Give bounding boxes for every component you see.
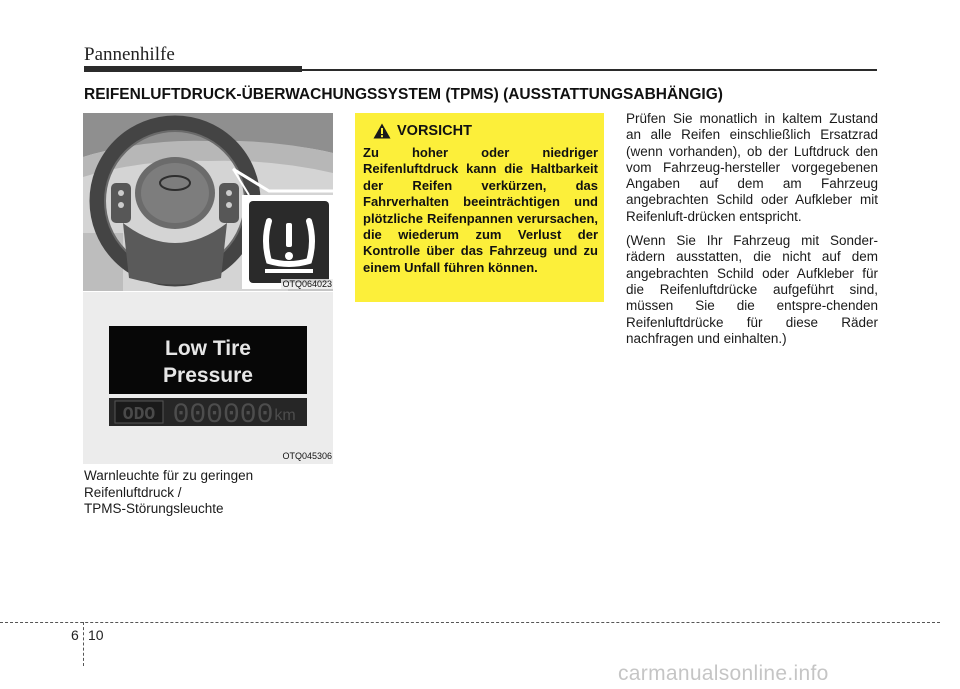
caption-line: Reifenluftdruck /: [84, 484, 182, 500]
caution-header: [373, 123, 598, 139]
section-title: REIFENLUFTDRUCK-ÜBERWACHUNGSSYSTEM (TPMS) (AUSSTATTUNGSABHÄNGIG): [84, 86, 723, 103]
footer-rule: [0, 622, 940, 623]
header-rule-thin: [302, 69, 877, 71]
odo-label: ODO: [122, 405, 156, 425]
body-paragraph: (Wenn Sie Ihr Fahrzeug mit Sonder-rädern ausstatten, die nicht auf dem angebrachten Schild oder Aufkleber für die Reifenluftdrücke aufgeführt sind, müssen Sie die entspre-chenden Reifenluftdrücke für diese Räder nachfragen und einhalten.): [626, 233, 878, 346]
figure-code-1: OTQ064023: [282, 279, 332, 289]
figure-caption: [84, 468, 334, 518]
page-number: 10: [88, 627, 104, 643]
display-line-1: Low Tire: [165, 337, 251, 360]
caption-line: Warnleuchte für zu geringen: [84, 468, 254, 483]
caution-text: Zu hoher oder niedriger Reifenluftdruck kann die Haltbarkeit der Reifen verkürzen, das Fahrverhalten beeinträchtigen und plötzliche Reifenpannen verursachen, die wiederum zum Verlust der Kontrolle über das Fahrzeug und zu einem Unfall führen können.: [363, 145, 598, 275]
cluster-display-figure: [83, 292, 333, 464]
steering-wheel-illustration: [83, 113, 333, 291]
caution-box: [355, 113, 604, 302]
watermark: carmanualsonline.info: [618, 662, 829, 685]
caption-line: TPMS-Störungsleuchte: [84, 501, 224, 516]
body-paragraph: Prüfen Sie monatlich in kaltem Zustand an alle Reifen einschließlich Ersatzrad (wenn vorhanden), ob der Luftdruck den vom Fahrzeug-hersteller vorgegebenen Angaben auf dem am Fahrzeug angebrachten Schild oder Aufkleber mit Reifenluft-drücken entspricht.: [626, 111, 878, 224]
odo-value: 000000: [172, 400, 274, 431]
caution-heading: VORSICHT: [397, 123, 472, 139]
chapter-title: Pannenhilfe: [84, 44, 175, 65]
cluster-display-illustration: [83, 292, 333, 464]
header-rule-thick: [84, 66, 302, 72]
warning-triangle-icon: [373, 123, 391, 139]
odo-unit: km: [274, 407, 296, 424]
steering-wheel-figure: [83, 113, 333, 291]
page-chapter-number: 6: [71, 627, 79, 643]
display-line-2: Pressure: [163, 364, 253, 387]
body-text: [626, 111, 878, 355]
footer-divider: [83, 622, 84, 666]
figure-code-2: OTQ045306: [282, 451, 332, 461]
